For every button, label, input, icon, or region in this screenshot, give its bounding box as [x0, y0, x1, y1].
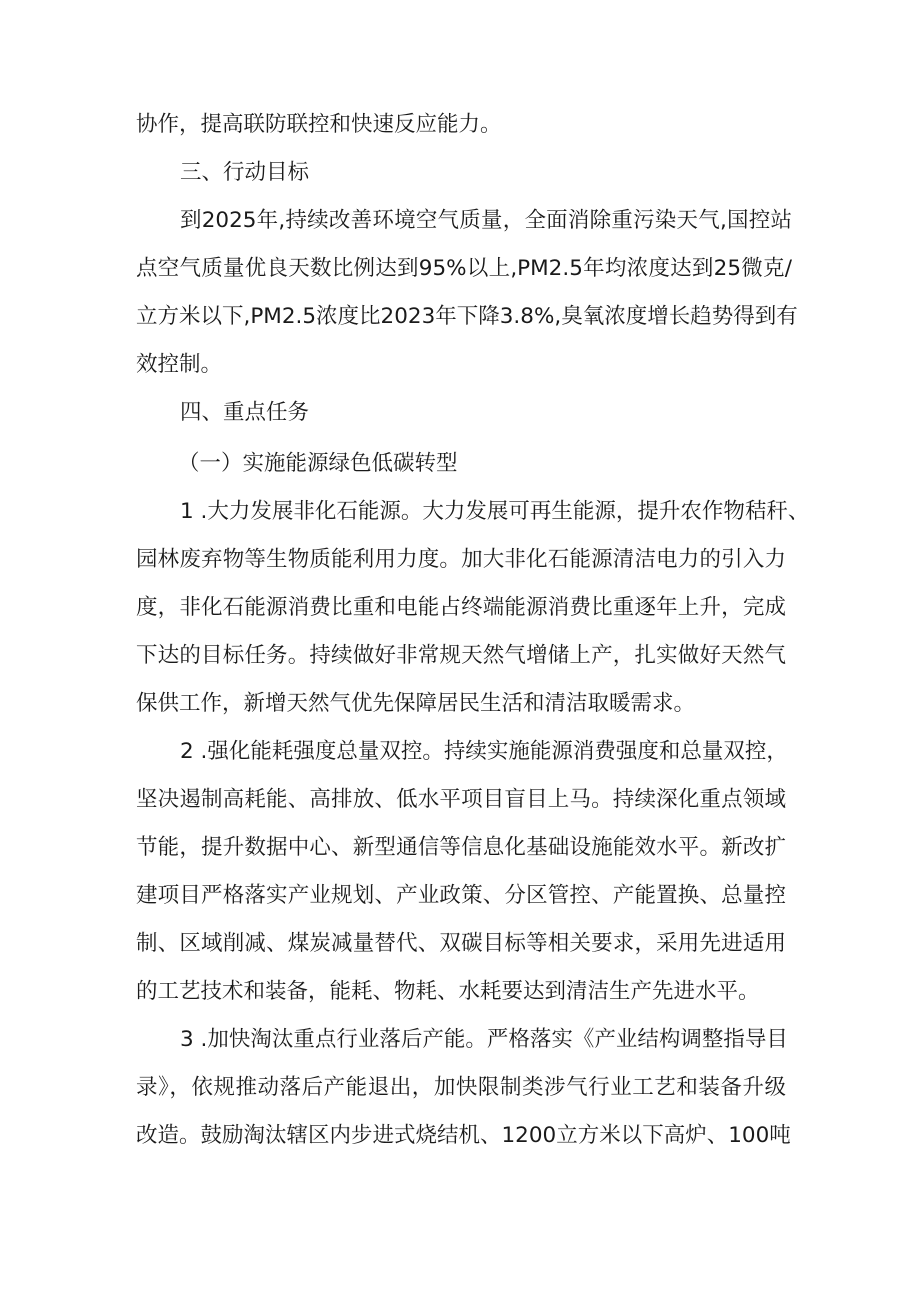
text-line: 录》，依规推动落后产能退出，加快限制类涉气行业工艺和装备升级: [136, 1075, 786, 1100]
text-line: 点空气质量优良天数比例达到95%以上,PM2.5年均浓度达到25微克/: [136, 256, 792, 281]
text-line: 3 .加快淘汰重点行业落后产能。严格落实《产业结构调整指导目: [180, 1027, 788, 1052]
text-line: 1 .大力发展非化石能源。大力发展可再生能源，提升农作物秸秆、: [180, 499, 810, 524]
text-line: 2 .强化能耗强度总量双控。持续实施能源消费强度和总量双控，: [180, 739, 788, 764]
text-line: 建项目严格落实产业规划、产业政策、分区管控、产能置换、总量控: [136, 883, 786, 908]
text-line: 度，非化石能源消费比重和电能占终端能源消费比重逐年上升，完成: [136, 595, 786, 620]
text-line: 节能，提升数据中心、新型通信等信息化基础设施能效水平。新改扩: [136, 835, 786, 860]
text-line: 下达的目标任务。持续做好非常规天然气增储上产，扎实做好天然气: [136, 643, 786, 668]
section-heading: 四、重点任务: [180, 400, 310, 425]
text-line: 园林废弃物等生物质能利用力度。加大非化石能源清洁电力的引入力: [136, 547, 786, 572]
text-line: 立方米以下,PM2.5浓度比2023年下降3.8%,臭氧浓度增长趋势得到有: [136, 304, 798, 329]
text-line: 协作，提高联防联控和快速反应能力。: [136, 112, 502, 137]
text-line: 改造。鼓励淘汰辖区内步进式烧结机、1200立方米以下高炉、100吨: [136, 1123, 791, 1148]
text-line: 坚决遏制高耗能、高排放、低水平项目盲目上马。持续深化重点领域: [136, 787, 786, 812]
text-line: 保供工作，新增天然气优先保障居民生活和清洁取暖需求。: [136, 691, 696, 716]
text-line: 制、区域削减、煤炭减量替代、双碳目标等相关要求，采用先进适用: [136, 931, 786, 956]
section-heading: 三、行动目标: [180, 160, 310, 185]
text-line: 的工艺技术和装备，能耗、物耗、水耗要达到清洁生产先进水平。: [136, 979, 760, 1004]
subsection-heading: （一）实施能源绿色低碳转型: [178, 451, 458, 476]
text-line: 到2025年,持续改善环境空气质量，全面消除重污染天气,国控站: [180, 208, 792, 233]
text-line: 效控制。: [136, 352, 223, 377]
